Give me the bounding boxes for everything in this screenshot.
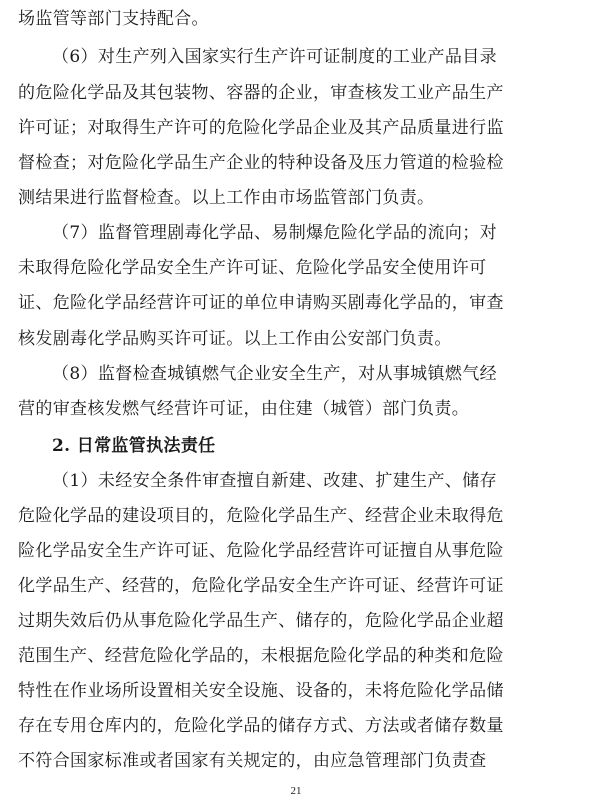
page-number: 21 [290, 785, 302, 797]
paragraph-line: 场监管等部门支持配合。 [18, 9, 209, 29]
paragraph-line: （6）对生产列入国家实行生产许可证制度的工业产品目录 [52, 47, 497, 67]
paragraph-line: 范围生产、经营危险化学品的，未根据危险化学品的种类和危险 [18, 646, 504, 666]
paragraph-line: （8）监督检查城镇燃气企业安全生产，对从事城镇燃气经 [52, 364, 497, 384]
paragraph-line: 的危险化学品及其包装物、容器的企业，审查核发工业产品生产 [18, 83, 504, 103]
paragraph-line: （1）未经安全条件审查擅自新建、改建、扩建生产、储存 [52, 471, 497, 491]
paragraph-line: 许可证；对取得生产许可的危险化学品企业及其产品质量进行监 [18, 118, 504, 138]
paragraph-line: 测结果进行监督检查。以上工作由市场监管部门负责。 [18, 188, 435, 208]
paragraph-line: 未取得危险化学品安全生产许可证、危险化学品安全使用许可 [18, 258, 487, 278]
paragraph-line: 特性在作业场所设置相关安全设施、设备的，未将危险化学品储 [18, 681, 504, 701]
paragraph-line: 督检查；对危险化学品生产企业的特种设备及压力管道的检验检 [18, 153, 504, 173]
paragraph-line: 危险化学品的建设项目的，危险化学品生产、经营企业未取得危 [18, 506, 504, 526]
paragraph-line: 险化学品安全生产许可证、危险化学品经营许可证擅自从事危险 [18, 541, 504, 561]
paragraph-line: 化学品生产、经营的，危险化学品安全生产许可证、经营许可证 [18, 576, 504, 596]
paragraph-line: （7）监督管理剧毒化学品、易制爆危险化学品的流向；对 [52, 223, 497, 243]
paragraph-line: 营的审查核发燃气经营许可证，由住建（城管）部门负责。 [18, 399, 470, 419]
section-heading: 2. 日常监管执法责任 [52, 436, 216, 456]
paragraph-line: 存在专用仓库内的，危险化学品的储存方式、方法或者储存数量 [18, 716, 504, 736]
paragraph-line: 过期失效后仍从事危险化学品生产、储存的，危险化学品企业超 [18, 611, 504, 631]
paragraph-line: 核发剧毒化学品购买许可证。以上工作由公安部门负责。 [18, 329, 452, 349]
paragraph-line: 不符合国家标准或者国家有关规定的，由应急管理部门负责查 [18, 751, 487, 771]
paragraph-line: 证、危险化学品经营许可证的单位申请购买剧毒化学品的，审查 [18, 293, 504, 313]
